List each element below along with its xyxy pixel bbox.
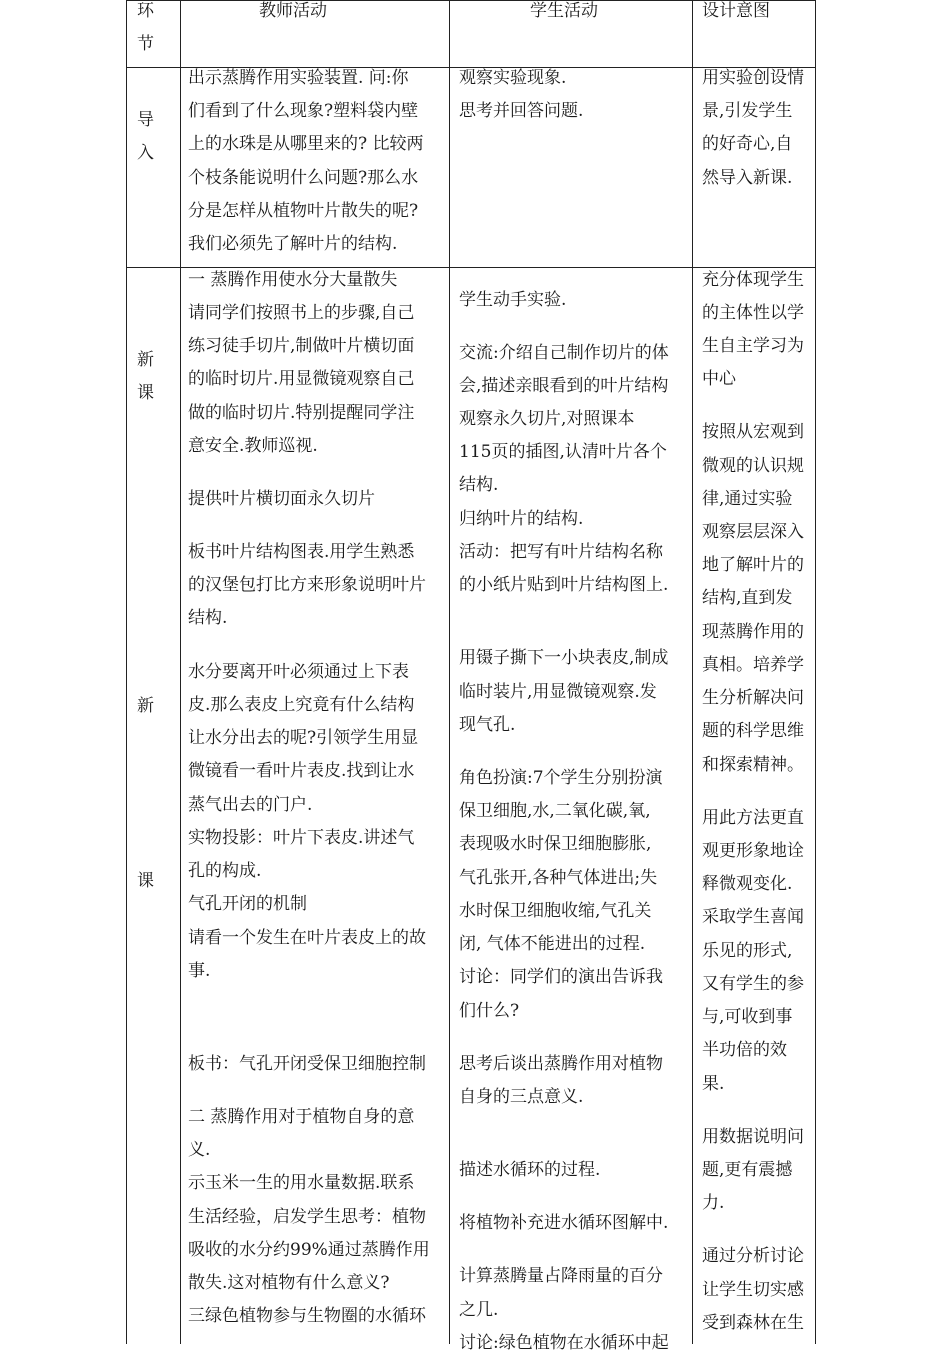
text-line: 中心 xyxy=(702,369,736,389)
text-line: 义. xyxy=(188,1140,211,1160)
table-col-divider-2 xyxy=(449,0,450,1344)
intro-intent xyxy=(702,62,804,195)
text-line: 微镜看一看叶片表皮.找到让水 xyxy=(188,761,415,781)
text-line: 临时装片,用显微镜观察.发 xyxy=(459,682,657,702)
header-stage-char: 节 xyxy=(137,34,154,55)
text-line: 现蒸腾作用的 xyxy=(702,622,804,642)
table-col-divider-3 xyxy=(692,0,693,1344)
text-line: 观更形象地诠 xyxy=(702,841,804,861)
text-line: 与,可收到事 xyxy=(702,1007,793,1027)
text-line: 观察永久切片,对照课本 xyxy=(459,409,635,429)
text-line: 个枝条能说明什么问题?那么水 xyxy=(188,167,419,188)
text-line: 示玉米一生的用水量数据.联系 xyxy=(188,1173,415,1193)
text-line: 保卫细胞,水,二氧化碳,氧, xyxy=(459,801,651,821)
text-line: 活动：把写有叶片结构名称 xyxy=(459,542,663,562)
intro-student xyxy=(459,62,583,128)
header-stage xyxy=(137,0,154,61)
text-line: 的临时切片.用显微镜观察自己 xyxy=(188,369,415,389)
text-line: 用镊子撕下一小块表皮,制成 xyxy=(459,648,669,668)
text-line: 自身的三点意义. xyxy=(459,1087,584,1107)
text-line: 分是怎样从植物叶片散失的呢? xyxy=(188,200,419,221)
text-line: 用数据说明问 xyxy=(702,1127,804,1147)
text-line: 水时保卫细胞收缩,气孔关 xyxy=(459,901,652,921)
text-line: 将植物补充进水循环图解中. xyxy=(459,1213,669,1233)
intro-stage xyxy=(137,104,154,170)
text-line: 微观的认识规 xyxy=(702,456,804,476)
text-line: 提供叶片横切面永久切片 xyxy=(188,489,375,509)
header-intent: 设计意图 xyxy=(702,1,770,21)
text-line: 结构,直到发 xyxy=(702,588,793,608)
text-line: 会,描述亲眼看到的叶片结构 xyxy=(459,376,669,396)
text-line: 的汉堡包打比方来形象说明叶片 xyxy=(188,575,426,595)
text-line: 事. xyxy=(188,961,211,981)
text-line: 的小纸片贴到叶片结构图上. xyxy=(459,575,669,595)
text-line: 学生动手实验. xyxy=(459,290,567,310)
text-line: 水分要离开叶必须通过上下表 xyxy=(188,662,409,682)
stage-char: 新 xyxy=(137,350,154,370)
text-line: 通过分析讨论 xyxy=(702,1246,804,1266)
stage-char: 课 xyxy=(137,383,154,404)
text-line: 讨论:绿色植物在水循环中起 xyxy=(459,1333,669,1353)
text-line: 请同学们按照书上的步骤,自己 xyxy=(188,303,415,323)
text-line: 我们必须先了解叶片的结构. xyxy=(188,233,398,254)
text-line: 律,通过实验 xyxy=(702,489,793,509)
text-line: 板书：气孔开闭受保卫细胞控制 xyxy=(188,1054,426,1074)
text-line: 采取学生喜闻 xyxy=(702,907,804,927)
text-line: 生活经验，启发学生思考：植物 xyxy=(188,1207,426,1227)
text-line: 板书叶片结构图表.用学生熟悉 xyxy=(188,542,415,562)
text-line: 上的水珠是从哪里来的? 比较两 xyxy=(188,134,424,155)
text-line: 半功倍的效 xyxy=(702,1040,787,1060)
text-line: 115页的插图,认清叶片各个 xyxy=(459,442,667,462)
text-line: 归纳叶片的结构. xyxy=(459,509,584,529)
text-line: 题的科学思维 xyxy=(702,721,804,741)
text-line: 题,更有震撼 xyxy=(702,1160,793,1180)
text-line: 描述水循环的过程. xyxy=(459,1160,601,1180)
text-line: 生分析解决问 xyxy=(702,688,804,708)
text-line: 一 蒸腾作用使水分大量散失 xyxy=(188,270,398,290)
header-student: 学生活动 xyxy=(530,1,598,21)
text-line: 计算蒸腾量占降雨量的百分 xyxy=(459,1266,663,1286)
text-line: 观察实验现象. xyxy=(459,68,567,88)
intro-stage-char: 入 xyxy=(137,143,154,164)
text-line: 闭, 气体不能进出的过程. xyxy=(459,934,646,954)
table-border-left xyxy=(126,0,127,1344)
new-lesson-stage-mid: 新 xyxy=(137,696,154,716)
table-border-right xyxy=(815,0,816,1344)
text-line: 交流:介绍自己制作切片的体 xyxy=(459,343,669,363)
text-line: 二 蒸腾作用对于植物自身的意 xyxy=(188,1107,415,1127)
text-line: 们什么? xyxy=(459,1001,520,1021)
new-lesson-stage-bottom: 课 xyxy=(137,871,154,891)
text-line: 让水分出去的呢?引领学生用显 xyxy=(188,728,419,748)
text-line: 力. xyxy=(702,1193,725,1213)
text-line: 做的临时切片.特别提醒同学注 xyxy=(188,403,415,423)
text-line: 皮.那么表皮上究竟有什么结构 xyxy=(188,695,415,715)
text-line: 蒸气出去的门户. xyxy=(188,795,313,815)
text-line: 乐见的形式, xyxy=(702,941,793,961)
text-line: 思考并回答问题. xyxy=(459,101,584,122)
text-line: 出示蒸腾作用实验装置. 问:你 xyxy=(188,68,409,88)
text-line: 散失.这对植物有什么意义? xyxy=(188,1273,390,1293)
text-line: 结构. xyxy=(459,475,499,495)
text-line: 真相。培养学 xyxy=(702,655,804,675)
text-line: 练习徒手切片,制做叶片横切面 xyxy=(188,336,415,356)
text-line: 又有学生的参 xyxy=(702,974,804,994)
text-line: 充分体现学生 xyxy=(702,270,804,290)
text-line: 按照从宏观到 xyxy=(702,422,804,442)
text-line: 思考后谈出蒸腾作用对植物 xyxy=(459,1054,663,1074)
text-line: 请看一个发生在叶片表皮上的故 xyxy=(188,928,426,948)
text-line: 和探索精神。 xyxy=(702,755,804,775)
text-line: 结构. xyxy=(188,608,228,628)
text-line: 之几. xyxy=(459,1300,499,1320)
text-line: 气孔张开,各种气体进出;失 xyxy=(459,868,658,888)
header-teacher: 教师活动 xyxy=(259,1,327,21)
text-line: 三绿色植物参与生物圈的水循环 xyxy=(188,1306,426,1326)
text-line: 然导入新课. xyxy=(702,167,793,188)
text-line: 受到森林在生 xyxy=(702,1313,804,1333)
text-line: 们看到了什么现象?塑料袋内壁 xyxy=(188,101,419,122)
text-line: 用实验创设情 xyxy=(702,68,804,88)
text-line: 景,引发学生 xyxy=(702,101,793,122)
new-lesson-stage-top xyxy=(137,344,154,410)
text-line: 用此方法更直 xyxy=(702,808,804,828)
text-line: 地了解叶片的 xyxy=(702,555,804,575)
text-line: 生自主学习为 xyxy=(702,336,804,356)
text-line: 气孔开闭的机制 xyxy=(188,894,307,914)
text-line: 的主体性以学 xyxy=(702,303,804,323)
text-line: 角色扮演:7个学生分别扮演 xyxy=(459,768,663,788)
intro-teacher xyxy=(188,62,424,261)
text-line: 释微观变化. xyxy=(702,874,793,894)
text-line: 吸收的水分约99%通过蒸腾作用 xyxy=(188,1240,430,1260)
text-line: 意安全.教师巡视. xyxy=(188,436,318,456)
text-line: 果. xyxy=(702,1074,725,1094)
text-line: 让学生切实感 xyxy=(702,1280,804,1300)
text-line: 现气孔. xyxy=(459,715,516,735)
text-line: 的好奇心,自 xyxy=(702,134,793,155)
text-line: 讨论：同学们的演出告诉我 xyxy=(459,967,663,987)
text-line: 表现吸水时保卫细胞膨胀, xyxy=(459,834,652,854)
text-line: 孔的构成. xyxy=(188,861,262,881)
table-col-divider-1 xyxy=(180,0,181,1344)
text-line: 实物投影：叶片下表皮.讲述气 xyxy=(188,828,415,848)
text-line: 观察层层深入 xyxy=(702,522,804,542)
header-stage-char: 环 xyxy=(137,1,154,21)
intro-stage-char: 导 xyxy=(137,110,154,130)
